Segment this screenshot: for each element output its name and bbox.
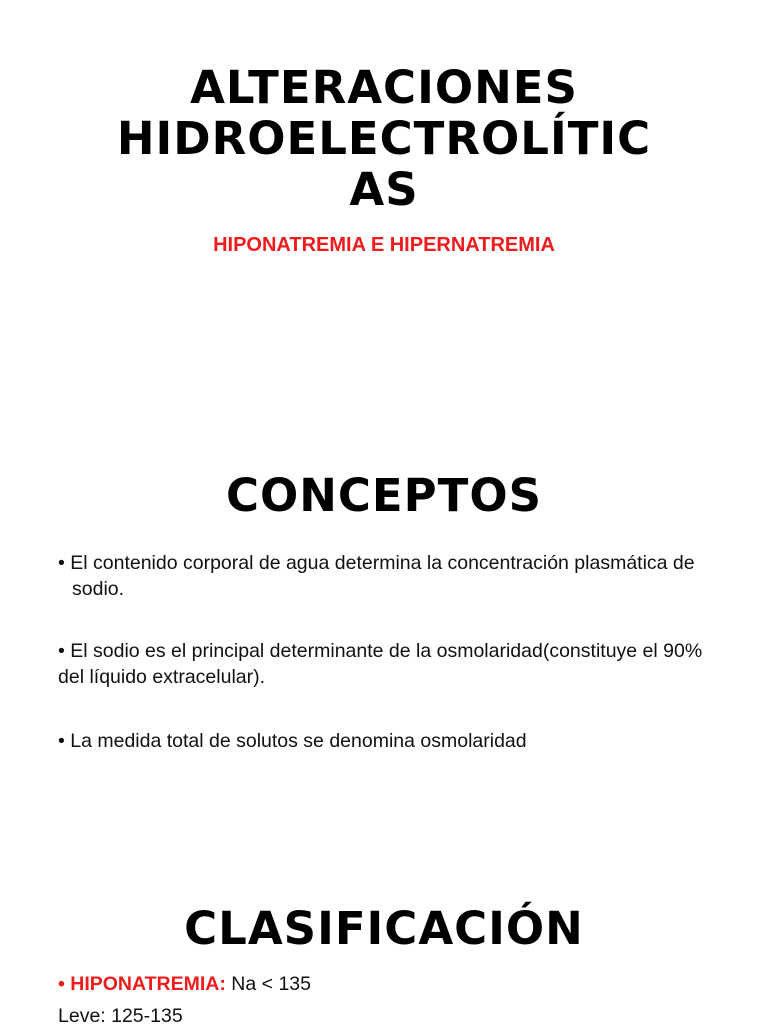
concept-bullet-3: • La medida total de solutos se denomina osmolaridad bbox=[58, 730, 527, 752]
main-title-line-3: AS bbox=[349, 163, 419, 216]
concept-bullet-1: • El contenido corporal de agua determina la concentración plasmática de sodio. bbox=[58, 552, 695, 600]
concept-bullet-2: • El sodio es el principal determinante de la osmolaridad(constituye el 90% del líquido extracelular). bbox=[58, 640, 703, 688]
main-title bbox=[90, 62, 678, 215]
conceptos-heading: CONCEPTOS bbox=[225, 469, 543, 522]
main-title-line-1: ALTERACIONES bbox=[190, 61, 578, 114]
hiponatremia-label: • HIPONATREMIA: bbox=[58, 973, 226, 995]
clasificacion-heading: CLASIFICACIÓN bbox=[184, 902, 584, 955]
hiponatremia-line bbox=[58, 971, 718, 997]
subtitle: HIPONATREMIA E HIPERNATREMIA bbox=[213, 234, 555, 256]
main-title-line-2: HIDROELECTROLÍTIC bbox=[116, 112, 652, 165]
leve-line: Leve: 125-135 bbox=[58, 1005, 183, 1024]
hiponatremia-value: Na < 135 bbox=[225, 973, 311, 995]
